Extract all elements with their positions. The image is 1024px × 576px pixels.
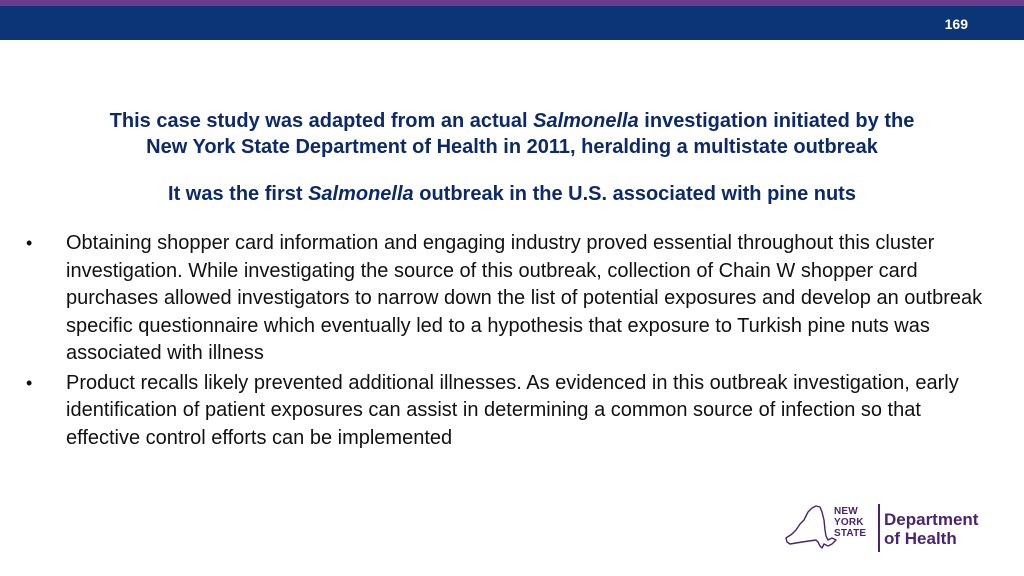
headline-text-a: This case study was adapted from an actual (109, 110, 534, 132)
headline (30, 108, 994, 160)
headline-text-b: investigation initiated by the (638, 110, 915, 132)
new-york-state-wordmark (834, 506, 866, 539)
department-of-health-wordmark (884, 510, 978, 548)
subheadline-italic: Salmonella (308, 183, 414, 205)
bullet-text: Obtaining shopper card information and engaging industry proved essential throughout this cluster investigation. While investigating the source of this outbreak, collection of Chain W shopper card purchases allowed investigators to narrow down the list of potential exposures and develop an outbreak specific questionnaire which eventually led to a hypothesis that exposure to Turkish pine nuts was associated with illness (66, 232, 983, 364)
dept-line1: Department (884, 510, 979, 529)
bullet-marker: • (26, 233, 33, 253)
bullet-item (24, 230, 984, 368)
page-number: 169 (944, 16, 968, 32)
bullet-text: Product recalls likely prevented additional illnesses. As evidenced in this outbreak investigation, early identification of patient exposures can assist in determining a common source of infection so that effective control efforts can be implemented (66, 371, 959, 449)
dept-line2: of Health (884, 529, 957, 548)
subheadline-text-a: It was the first (168, 183, 309, 205)
state-line1: NEW (834, 506, 858, 517)
headline-line2: New York State Department of Health in 2011, heralding a multistate outbreak (146, 136, 878, 158)
headline-italic: Salmonella (533, 110, 639, 132)
bullet-marker: • (26, 372, 33, 393)
header-accent-stripe (0, 0, 1024, 6)
nys-doh-logo (782, 500, 992, 556)
bullet-list (24, 230, 984, 454)
header-bar (0, 0, 1024, 40)
bullet-item (24, 370, 984, 453)
state-line2: YORK (834, 517, 864, 528)
new-york-state-map-icon (782, 500, 838, 552)
logo-divider (878, 504, 880, 552)
subheadline (30, 181, 994, 207)
state-line3: STATE (834, 528, 867, 539)
subheadline-text-b: outbreak in the U.S. associated with pine nuts (413, 183, 856, 205)
